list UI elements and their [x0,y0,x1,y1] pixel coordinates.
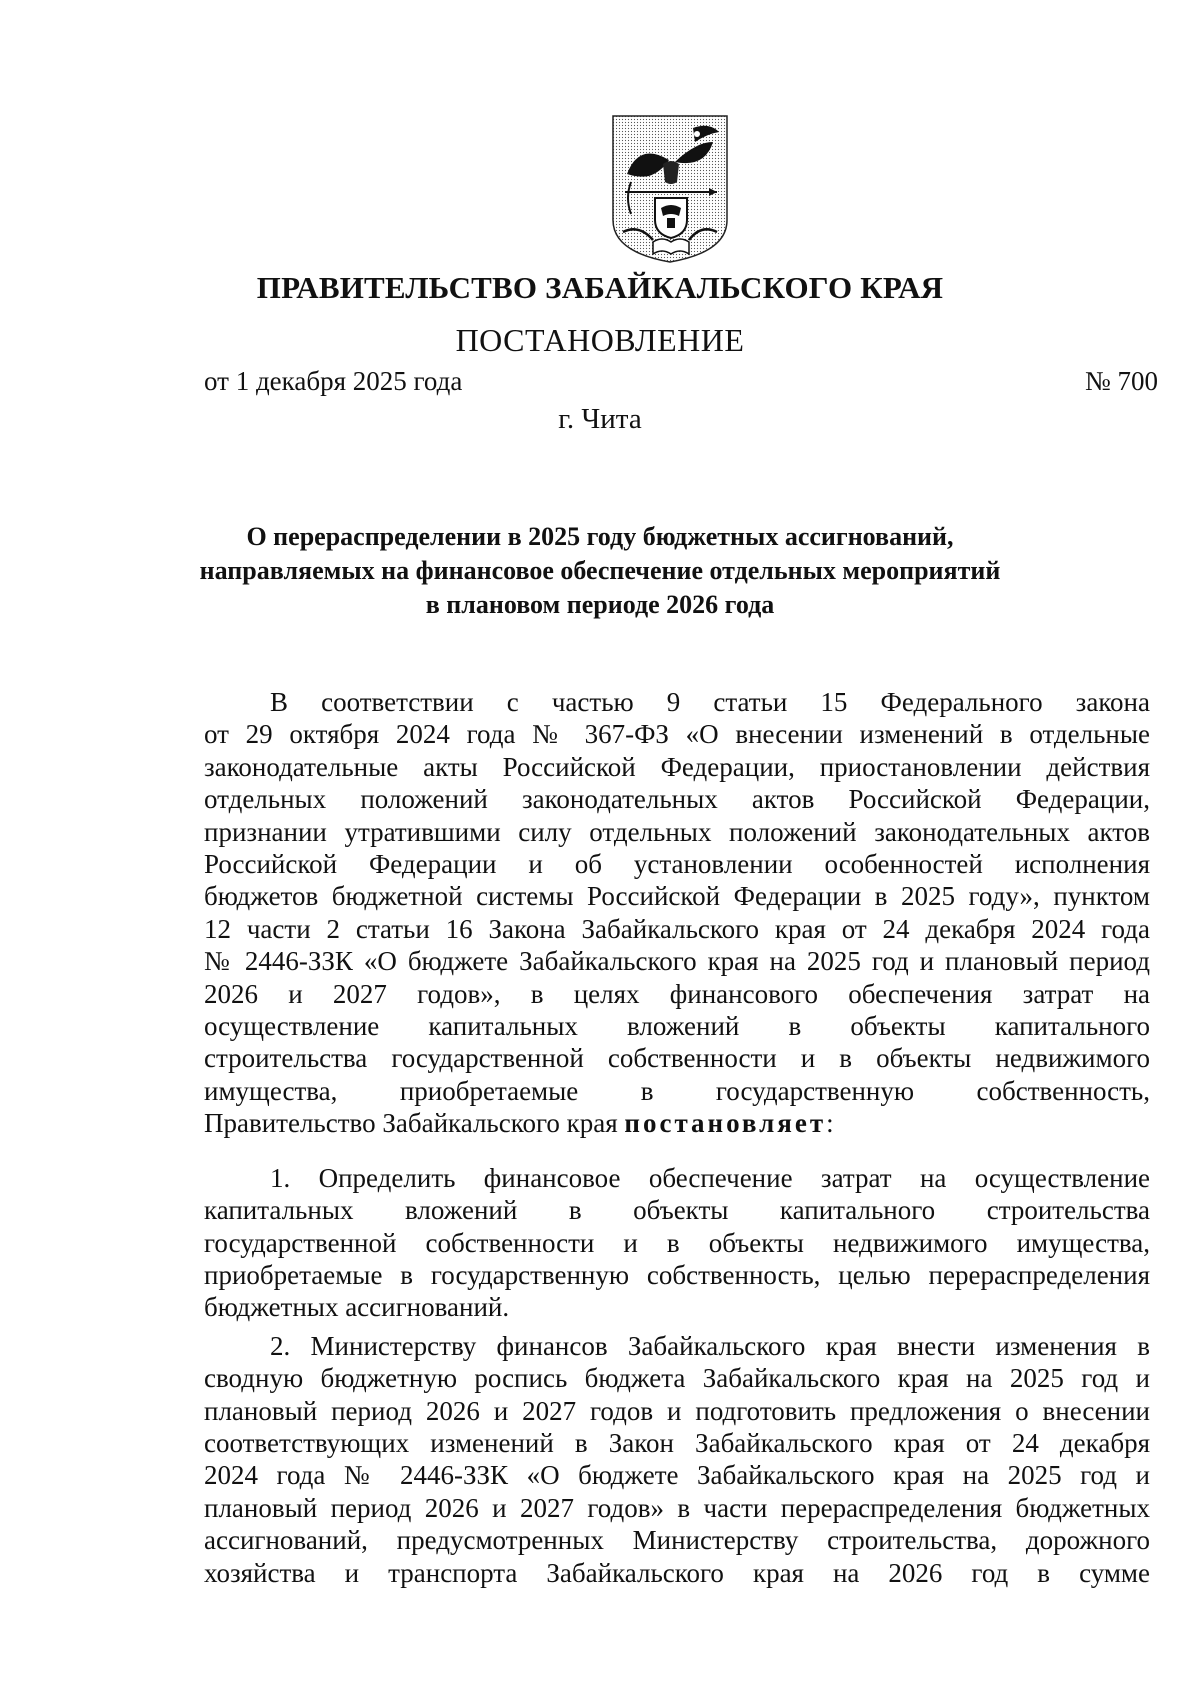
text-line-final [204,1107,1150,1139]
text-line: 2026 и 2027 годов», в целях финансового обеспечения затрат на [204,978,1150,1009]
text-line: ассигнований, предусмотренных Министерству строительства, дорожного [204,1525,1150,1556]
text-line: государственной собственности и в объекты недвижимого имущества, [204,1227,1150,1258]
text-line: имущества, приобретаемые в государственную собственность, [204,1075,1150,1106]
text-line: хозяйства и транспорта Забайкальского края на 2026 год в сумме [204,1557,1150,1588]
document-type: ПОСТАНОВЛЕНИЕ [455,322,745,358]
government-name: ПРАВИТЕЛЬСТВО ЗАБАЙКАЛЬСКОГО КРАЯ [256,270,944,305]
text-line: капитальных вложений в объекты капитального строительства [204,1195,1150,1226]
text-line: строительства государственной собственности и в объекты недвижимого [204,1043,1150,1074]
document-title [0,520,1200,622]
text-line: плановый период 2026 и 2027 годов» в части перераспределения бюджетных [204,1492,1150,1523]
text-line: 2024 года № 2446-ЗЗК «О бюджете Забайкальского края на 2025 год и [204,1460,1150,1491]
text-line: отдельных положений законодательных актов Российской Федерации, [204,784,1150,815]
text-line: бюджетных ассигнований. [204,1292,510,1323]
item-1-paragraph [204,1162,1150,1324]
text-line: признании утратившими силу отдельных положений законодательных актов [204,816,1150,847]
coat-of-arms-icon [609,112,731,264]
text-line: 12 части 2 статьи 16 Закона Забайкальского края от 24 декабря 2024 года [204,913,1150,944]
document-date: от 1 декабря 2025 года [204,366,463,396]
colon: : [826,1108,834,1139]
text-line: Российской Федерации и об установлении особенностей исполнения [204,849,1150,880]
government-subject: Правительство Забайкальского края [204,1108,618,1139]
resolves-word: постановляет [624,1108,827,1139]
text-line: сводную бюджетную роспись бюджета Забайкальского края на 2025 год и [204,1363,1150,1394]
item-2-paragraph [204,1330,1150,1589]
text-line: приобретаемые в государственную собственность, целью перераспределения [204,1259,1150,1290]
text-line: законодательные акты Российской Федерации, приостановлении действия [204,751,1150,782]
document-number: № 700 [1084,366,1158,396]
text-line: от 29 октября 2024 года № 367-ФЗ «О внесении изменений в отдельные [204,719,1150,750]
title-line: направляемых на финансовое обеспечение отдельных мероприятий [199,556,1001,585]
document-body [204,686,1150,1589]
text-line: 2. Министерству финансов Забайкальского края внести изменения в [270,1330,1150,1361]
preamble-paragraph [204,686,1150,1140]
text-line: № 2446-ЗЗК «О бюджете Забайкальского края на 2025 год и плановый период [204,946,1150,977]
document-city: г. Чита [558,403,642,435]
title-line: в плановом периоде 2026 года [425,590,775,619]
text-line: В соответствии с частью 9 статьи 15 Федерального закона [270,687,1150,717]
text-line: 1. Определить финансовое обеспечение затрат на осуществление [270,1162,1150,1193]
text-line: плановый период 2026 и 2027 годов и подготовить предложения о внесении [204,1395,1150,1426]
text-line: бюджетов бюджетной системы Российской Федерации в 2025 году», пунктом [204,881,1150,912]
text-line: соответствующих изменений в Закон Забайкальского края от 24 декабря [204,1427,1150,1458]
title-line: О перераспределении в 2025 году бюджетных ассигнований, [246,522,954,551]
text-line: осуществление капитальных вложений в объекты капитального [204,1011,1150,1042]
